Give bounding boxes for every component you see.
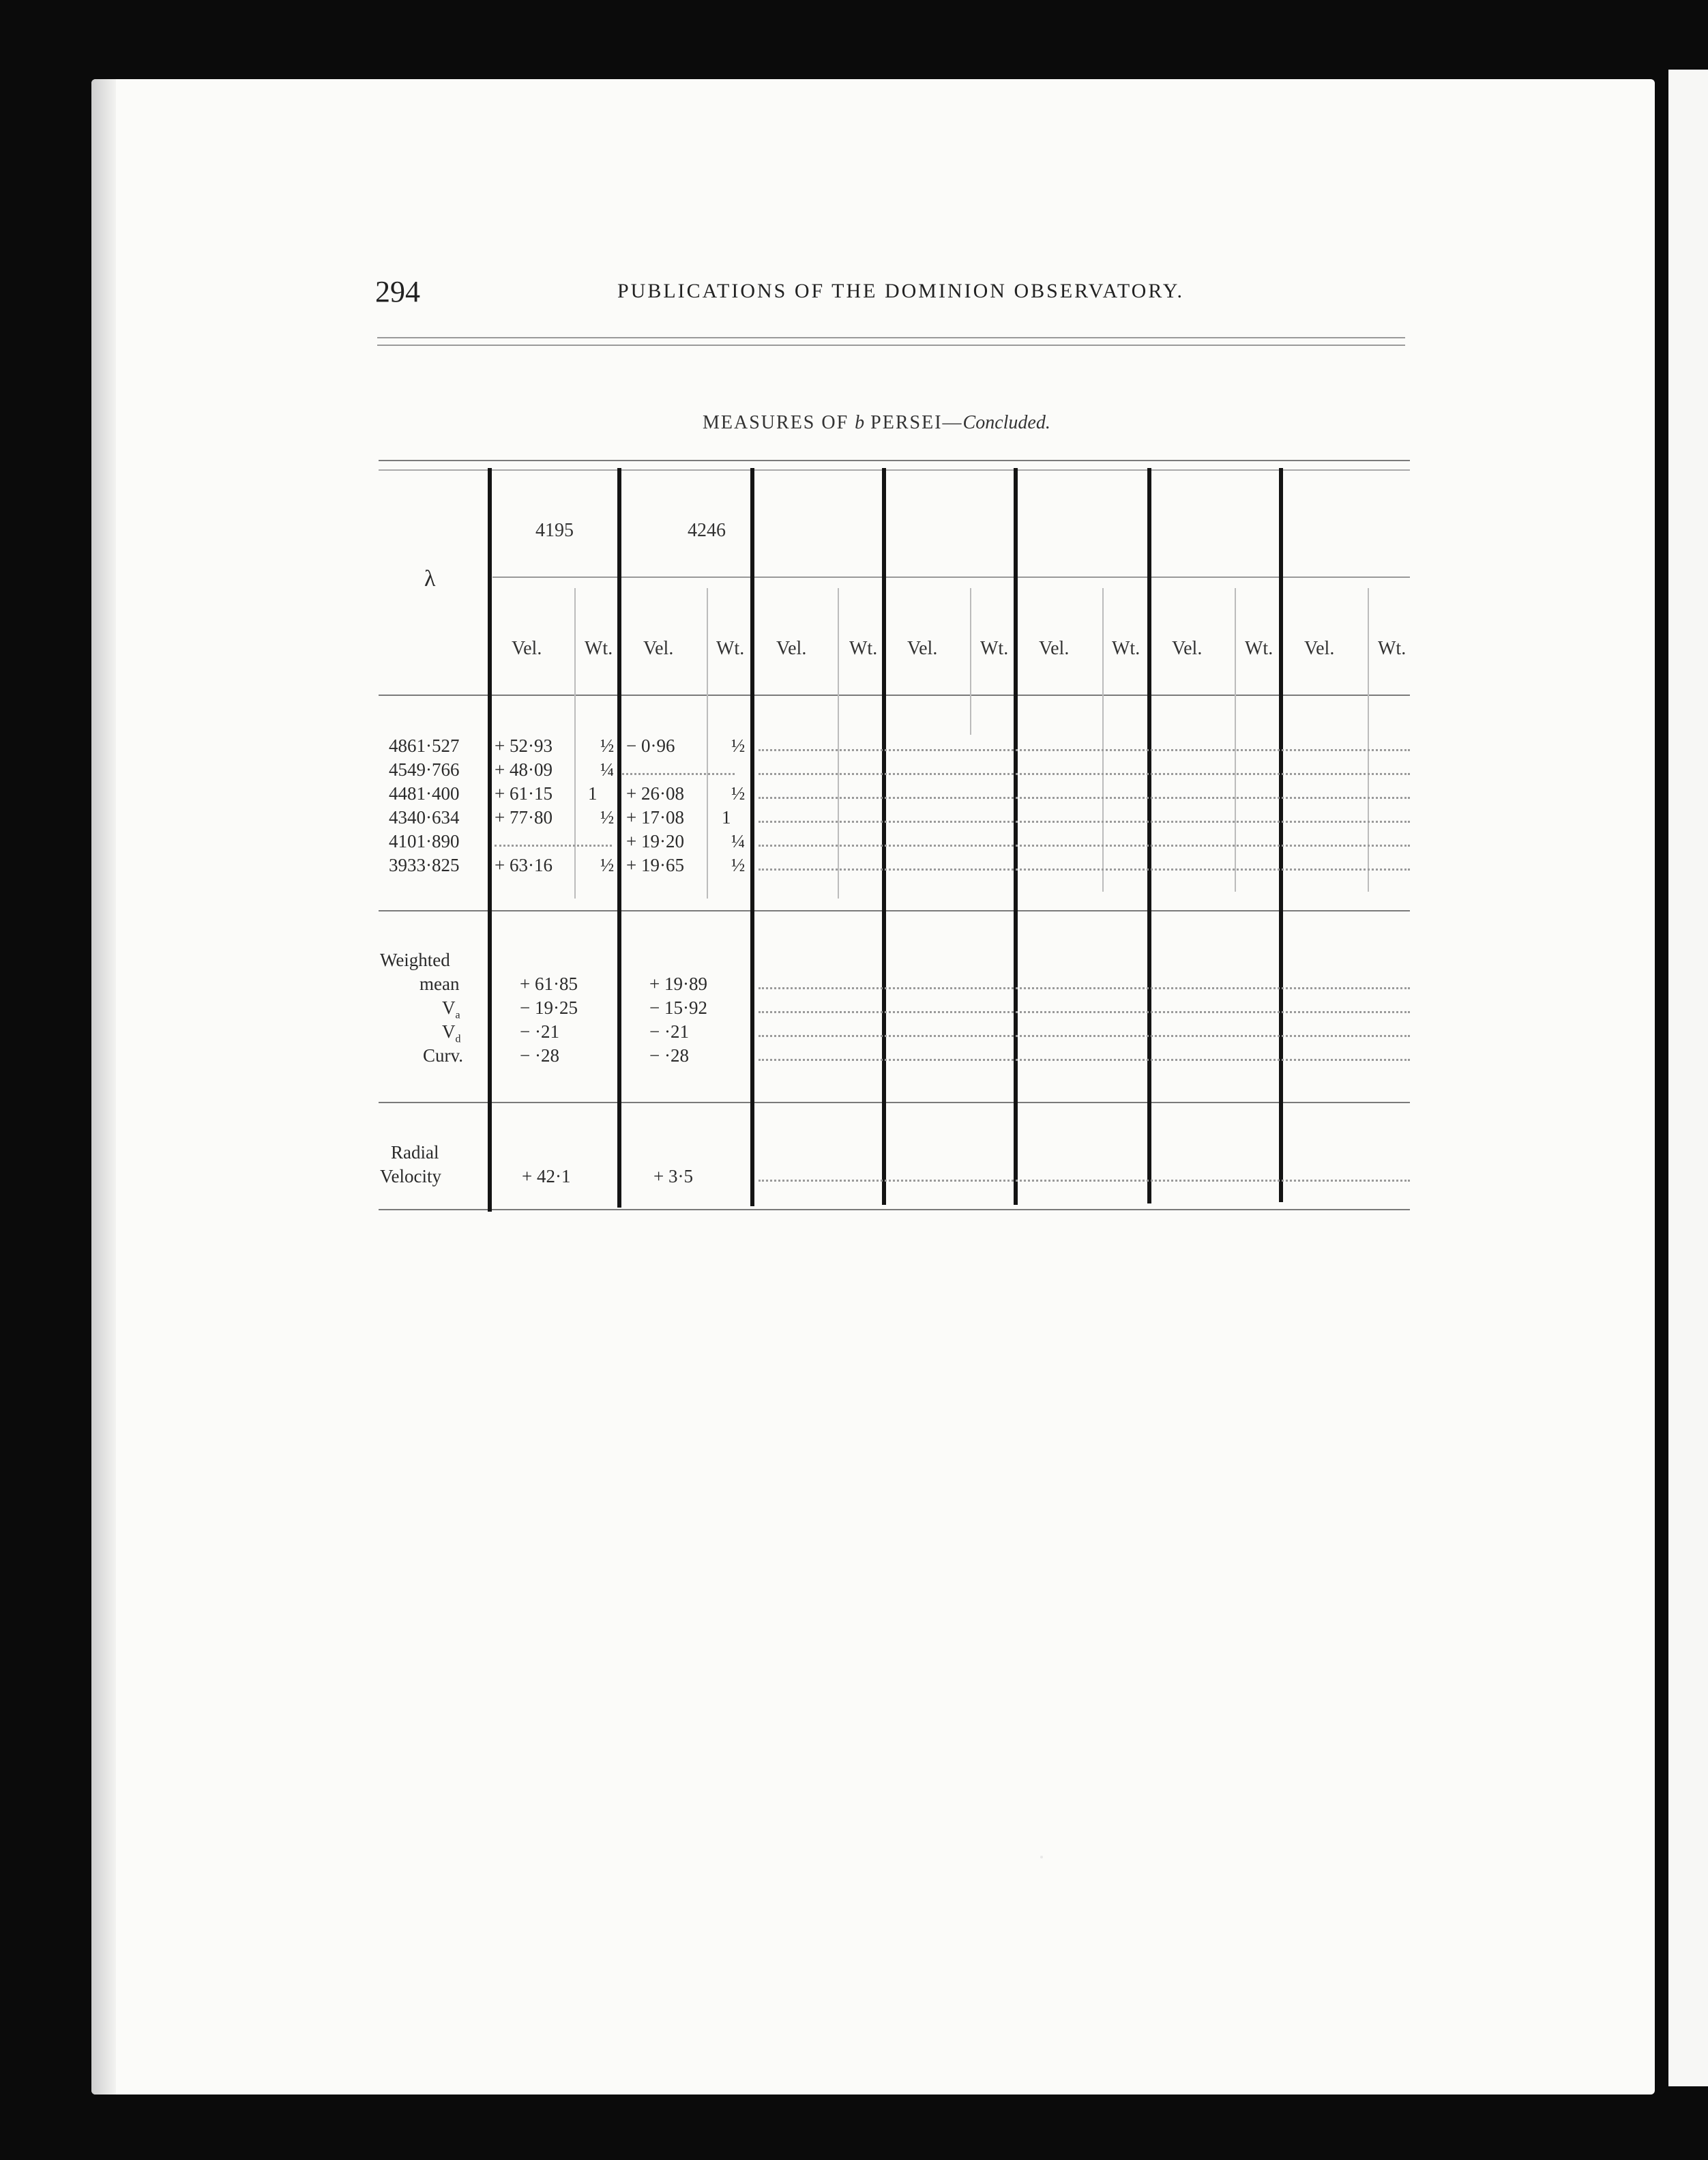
empty-cell-leader [759, 749, 1410, 751]
wavelength: 4861·527 [389, 735, 460, 756]
plate-header-1: 4195 [535, 520, 574, 541]
column-rule [1279, 468, 1283, 1202]
column-rule [750, 468, 754, 1206]
weight-cell: 1 [588, 783, 598, 804]
weight-cell: ½ [600, 735, 615, 756]
book-page [91, 79, 1655, 2095]
vel-header: Vel. [1172, 638, 1203, 659]
empty-cell-leader [759, 773, 1410, 775]
curv-label: Curv. [423, 1045, 463, 1066]
subcolumn-rule [707, 588, 708, 899]
wavelength: 4481·400 [389, 783, 460, 804]
column-rule [1147, 468, 1151, 1203]
mean-label: mean [419, 974, 460, 994]
curv-value: − ·28 [520, 1045, 559, 1066]
lambda-header: λ [424, 566, 436, 592]
velocity-cell: + 63·16 [495, 855, 553, 875]
radial-velocity-value: + 3·5 [653, 1166, 693, 1186]
empty-cell-leader [759, 869, 1410, 871]
vd-value: − ·21 [520, 1021, 559, 1042]
running-title: PUBLICATIONS OF THE DOMINION OBSERVATORY. [617, 280, 1184, 302]
column-rule [882, 468, 886, 1205]
empty-cell-leader [759, 1011, 1410, 1013]
vel-header: Vel. [1304, 638, 1335, 659]
velocity-cell: + 17·08 [626, 807, 684, 828]
wt-header: Wt. [849, 638, 878, 659]
wt-header: Wt. [980, 638, 1009, 659]
wavelength: 4549·766 [389, 759, 460, 780]
vel-header: Vel. [1039, 638, 1070, 659]
table-top-rule [379, 460, 1410, 461]
velocity-cell: − 0·96 [626, 735, 675, 756]
velocity-label: Velocity [380, 1166, 441, 1186]
header-sub-rule [492, 577, 1410, 578]
wt-header: Wt. [1245, 638, 1273, 659]
vel-header: Vel. [512, 638, 542, 659]
table-bottom-rule [379, 1209, 1410, 1210]
velocity-cell: + 26·08 [626, 783, 684, 804]
empty-cell-leader [495, 845, 612, 847]
velocity-cell: + 77·80 [495, 807, 553, 828]
empty-cell-leader [759, 987, 1410, 989]
wt-header: Wt. [716, 638, 745, 659]
wt-header: Wt. [585, 638, 613, 659]
velocity-cell: + 19·65 [626, 855, 684, 875]
wavelength: 4101·890 [389, 831, 460, 851]
paper-speck [1040, 1856, 1043, 1858]
empty-cell-leader [622, 773, 735, 775]
weight-cell: ¼ [731, 831, 746, 851]
vd-label: $V_d$ [442, 1021, 461, 1045]
facing-page-edge [1668, 70, 1708, 2086]
weight-cell: ½ [731, 855, 746, 875]
page-binding-edge [91, 79, 116, 2095]
wt-header: Wt. [1378, 638, 1407, 659]
weight-cell: ½ [731, 783, 746, 804]
weight-cell: ¼ [600, 759, 615, 780]
header-rule [377, 337, 1405, 338]
subcolumn-rule [970, 588, 971, 735]
empty-cell-leader [759, 1035, 1410, 1037]
velocity-cell: + 19·20 [626, 831, 684, 851]
page-number: 294 [375, 275, 420, 308]
body-bottom-rule [379, 910, 1410, 911]
wavelength: 4340·634 [389, 807, 460, 828]
column-rule [617, 468, 621, 1208]
weight-cell: ½ [600, 807, 615, 828]
vel-header: Vel. [907, 638, 938, 659]
empty-cell-leader [759, 845, 1410, 847]
column-rule [488, 468, 492, 1212]
weighted-mean-value: + 19·89 [649, 974, 707, 994]
wt-header: Wt. [1112, 638, 1140, 659]
table-caption: MEASURES OF b PERSEI—Concluded. [703, 412, 1050, 433]
radial-velocity-value: + 42·1 [522, 1166, 571, 1186]
column-rule [1014, 468, 1018, 1205]
plate-header-2: 4246 [688, 520, 726, 541]
subcolumn-rule [838, 588, 839, 899]
header-bottom-rule [379, 695, 1410, 696]
weighted-label: Weighted [380, 950, 450, 970]
weight-cell: 1 [722, 807, 731, 828]
empty-cell-leader [759, 1180, 1410, 1182]
radial-label: Radial [391, 1142, 439, 1163]
header-rule-2 [377, 345, 1405, 346]
weighted-mean-value: + 61·85 [520, 974, 578, 994]
va-value: − 19·25 [520, 997, 578, 1018]
velocity-cell: + 61·15 [495, 783, 553, 804]
empty-cell-leader [759, 797, 1410, 799]
wavelength: 3933·825 [389, 855, 460, 875]
weight-cell: ½ [731, 735, 746, 756]
vd-value: − ·21 [649, 1021, 689, 1042]
subcolumn-rule [574, 588, 576, 899]
velocity-cell: + 48·09 [495, 759, 553, 780]
vel-header: Vel. [776, 638, 807, 659]
table-top-rule-2 [379, 469, 1410, 471]
summary-bottom-rule [379, 1102, 1410, 1103]
empty-cell-leader [759, 821, 1410, 823]
curv-value: − ·28 [649, 1045, 689, 1066]
vel-header: Vel. [643, 638, 674, 659]
velocity-cell: + 52·93 [495, 735, 553, 756]
empty-cell-leader [759, 1059, 1410, 1061]
weight-cell: ½ [600, 855, 615, 875]
va-value: − 15·92 [649, 997, 707, 1018]
va-label: $V_a$ [442, 997, 460, 1021]
